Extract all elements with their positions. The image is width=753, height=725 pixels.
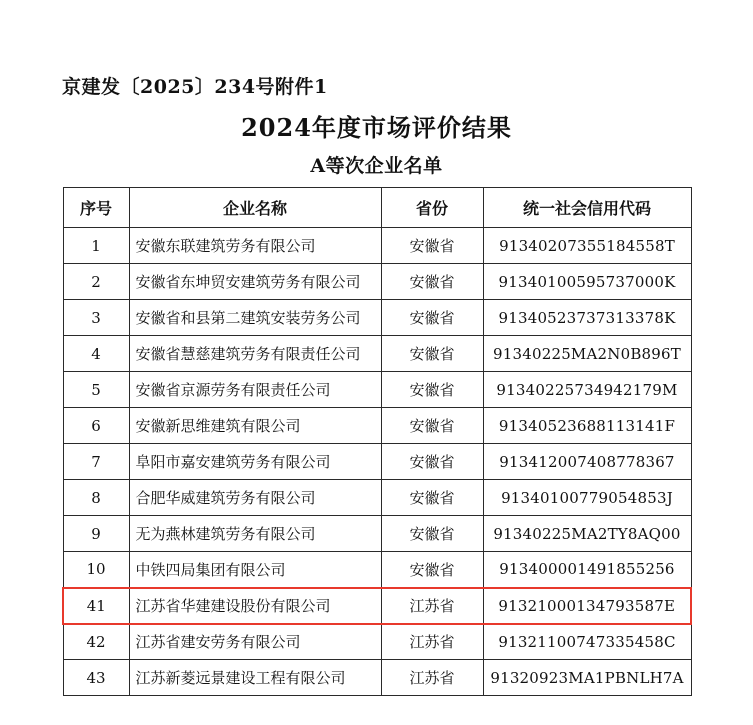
- cell-credit-code: 91340225MA2TY8AQ00: [483, 516, 691, 552]
- cell-company-name: 合肥华威建筑劳务有限公司: [129, 480, 381, 516]
- cell-company-name: 安徽省慧慈建筑劳务有限责任公司: [129, 336, 381, 372]
- table-row: [63, 264, 691, 300]
- cell-credit-code: 91321000134793587E: [483, 588, 691, 624]
- cell-credit-code: 91340207355184558T: [483, 228, 691, 264]
- table-row: [63, 228, 691, 264]
- cell-company-name: 阜阳市嘉安建筑劳务有限公司: [129, 444, 381, 480]
- cell-index: 9: [63, 516, 129, 552]
- table-row: [63, 444, 691, 480]
- cell-province: 安徽省: [381, 336, 483, 372]
- table-header-row: [63, 188, 691, 228]
- cell-index: 2: [63, 264, 129, 300]
- column-header-name: 企业名称: [129, 188, 381, 228]
- cell-province: 江苏省: [381, 588, 483, 624]
- cell-province: 江苏省: [381, 660, 483, 696]
- cell-company-name: 江苏省华建建设股份有限公司: [129, 588, 381, 624]
- cell-credit-code: 91340225MA2N0B896T: [483, 336, 691, 372]
- cell-credit-code: 91340523737313378K: [483, 300, 691, 336]
- cell-index: 42: [63, 624, 129, 660]
- cell-index: 43: [63, 660, 129, 696]
- cell-index: 41: [63, 588, 129, 624]
- cell-province: 安徽省: [381, 444, 483, 480]
- table-row-highlighted: [63, 588, 691, 624]
- cell-province: 安徽省: [381, 552, 483, 588]
- cell-index: 7: [63, 444, 129, 480]
- cell-company-name: 江苏省建安劳务有限公司: [129, 624, 381, 660]
- cell-index: 5: [63, 372, 129, 408]
- table-row: [63, 552, 691, 588]
- cell-province: 安徽省: [381, 480, 483, 516]
- cell-province: 江苏省: [381, 624, 483, 660]
- cell-company-name: 安徽省和县第二建筑安装劳务公司: [129, 300, 381, 336]
- table-row: [63, 372, 691, 408]
- cell-company-name: 安徽东联建筑劳务有限公司: [129, 228, 381, 264]
- document-title: 2024年度市场评价结果: [241, 113, 512, 142]
- cell-index: 8: [63, 480, 129, 516]
- table-row: [63, 408, 691, 444]
- cell-company-name: 安徽新思维建筑有限公司: [129, 408, 381, 444]
- cell-credit-code: 913412007408778367: [483, 444, 691, 480]
- column-header-province: 省份: [381, 188, 483, 228]
- table-row: [63, 660, 691, 696]
- document-subtitle: A等次企业名单: [310, 155, 443, 177]
- table-row: [63, 516, 691, 552]
- cell-index: 10: [63, 552, 129, 588]
- cell-credit-code: 91340100595737000K: [483, 264, 691, 300]
- cell-company-name: 安徽省东坤贸安建筑劳务有限公司: [129, 264, 381, 300]
- table-row: [63, 300, 691, 336]
- cell-index: 4: [63, 336, 129, 372]
- cell-company-name: 安徽省京源劳务有限责任公司: [129, 372, 381, 408]
- company-list-table-wrapper: [62, 187, 690, 696]
- document-reference: 京建发〔2025〕234号附件1: [62, 76, 328, 98]
- table-row: [63, 480, 691, 516]
- cell-credit-code: 91340225734942179M: [483, 372, 691, 408]
- table-body: [63, 228, 691, 696]
- cell-credit-code: 91321100747335458C: [483, 624, 691, 660]
- cell-credit-code: 91320923MA1PBNLH7A: [483, 660, 691, 696]
- cell-credit-code: 91340523688113141F: [483, 408, 691, 444]
- company-list-table: [62, 187, 692, 696]
- table-row: [63, 624, 691, 660]
- cell-province: 安徽省: [381, 516, 483, 552]
- cell-company-name: 中铁四局集团有限公司: [129, 552, 381, 588]
- cell-company-name: 江苏新菱远景建设工程有限公司: [129, 660, 381, 696]
- cell-province: 安徽省: [381, 408, 483, 444]
- table-header: [63, 188, 691, 228]
- cell-province: 安徽省: [381, 264, 483, 300]
- cell-province: 安徽省: [381, 228, 483, 264]
- column-header-index: 序号: [63, 188, 129, 228]
- cell-credit-code: 91340100779054853J: [483, 480, 691, 516]
- cell-index: 6: [63, 408, 129, 444]
- cell-credit-code: 913400001491855256: [483, 552, 691, 588]
- cell-province: 安徽省: [381, 300, 483, 336]
- cell-company-name: 无为燕林建筑劳务有限公司: [129, 516, 381, 552]
- table-row: [63, 336, 691, 372]
- cell-province: 安徽省: [381, 372, 483, 408]
- cell-index: 3: [63, 300, 129, 336]
- column-header-code: 统一社会信用代码: [483, 188, 691, 228]
- cell-index: 1: [63, 228, 129, 264]
